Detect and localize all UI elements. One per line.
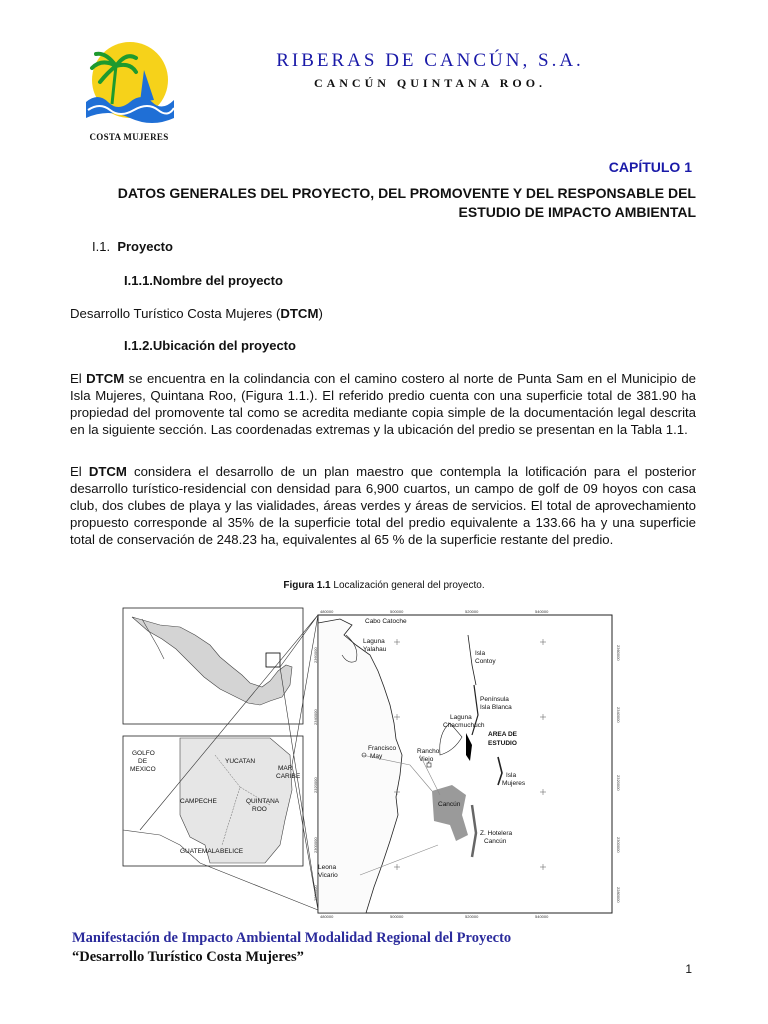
tick-bottom-3: 520000: [465, 914, 479, 919]
tick-left-2: 2340000: [313, 709, 318, 725]
label-leona-vicario-2: Vicario: [318, 872, 338, 879]
paragraph1-lead: El: [70, 371, 87, 386]
company-location: CANCÚN QUINTANA ROO.: [313, 76, 547, 90]
tick-right-3: 2320000: [616, 775, 621, 791]
paragraph2-lead: El: [70, 464, 89, 479]
footer-line2: “Desarrollo Turístico Costa Mujeres”: [72, 949, 304, 965]
section-heading: [92, 239, 173, 254]
label-belice: BELICE: [220, 848, 244, 855]
tick-left-5: 2280000: [313, 885, 318, 901]
tick-top-1: 480000: [320, 609, 334, 614]
label-guatemala: GUATEMALA: [180, 848, 220, 855]
tick-top-2: 500000: [390, 609, 404, 614]
paragraph1-acronym: DTCM: [86, 371, 125, 386]
footer-line1: Manifestación de Impacto Ambiental Modalidad Regional del Proyecto: [72, 930, 512, 946]
project-name-text: Desarrollo Turístico Costa Mujeres (: [70, 306, 281, 321]
section-title: Proyecto: [117, 239, 173, 254]
label-laguna-yalahau-1: Laguna: [363, 638, 385, 645]
tick-bottom-4: 540000: [535, 914, 549, 919]
chapter-title: [56, 184, 696, 222]
label-isla-mujeres-1: Isla: [506, 772, 517, 779]
paragraph1-text: se encuentra en la colindancia con el camino costero al norte de Punta Sam en el Municipio de Isla Mujeres, Quintana Roo, (Figura 1.1.). El referido predio cuenta con una superficie total de 381.90 ha propiedad del promovente tal como se acredita mediante copia simple de la documentación legal descrita en la siguiente sección. Las coordenadas extremas y la ubicación del predio se presentan en la Tabla 1.1.: [70, 371, 697, 437]
tick-right-1: 2360000: [616, 645, 621, 661]
label-francisco-may-1: Francisco: [368, 745, 397, 752]
tick-left-3: 2320000: [313, 777, 318, 793]
label-peninsula-1: Península: [480, 696, 509, 703]
label-francisco-may-2: May: [370, 753, 383, 760]
project-acronym: DTCM: [280, 306, 319, 321]
label-quintana-roo-2: ROO: [252, 806, 267, 813]
tick-right-4: 2300000: [616, 837, 621, 853]
label-z-hotelera-2: Cancún: [484, 838, 507, 845]
label-quintana-roo-1: QUINTANA: [246, 798, 280, 805]
label-laguna-chac-1: Laguna: [450, 714, 472, 721]
company-name: RIBERAS DE CANCÚN, S.A.: [276, 50, 584, 71]
label-isla-contoy-2: Contoy: [475, 658, 496, 665]
label-cancun: Cancún: [438, 801, 461, 808]
label-laguna-chac-2: Chacmuchuch: [443, 722, 485, 729]
label-rancho-viejo-1: Rancho: [417, 748, 440, 755]
tick-left-1: 2360000: [313, 647, 318, 663]
figure-caption-number: Figura 1.1: [283, 580, 331, 591]
label-area-estudio-1: AREA DE: [488, 731, 518, 738]
label-cabo-catoche: Cabo Catoche: [365, 618, 407, 625]
project-name-close: ): [318, 306, 323, 321]
label-yucatan: YUCATAN: [225, 758, 256, 765]
location-map: [120, 605, 621, 919]
tick-right-5: 2280000: [616, 887, 621, 903]
tick-top-3: 520000: [465, 609, 479, 614]
label-isla-mujeres-2: Mujeres: [502, 780, 526, 787]
tick-left-4: 2300000: [313, 837, 318, 853]
figure-caption: [0, 580, 768, 591]
inset-yucatan: [123, 736, 303, 866]
label-golfo-3: MEXICO: [130, 766, 156, 773]
chapter-label: CAPÍTULO 1: [608, 159, 692, 175]
label-golfo-2: DE: [138, 758, 148, 765]
label-campeche: CAMPECHE: [180, 798, 217, 805]
paragraph-location: [70, 370, 696, 438]
label-leona-vicario-1: Leona: [318, 864, 337, 871]
label-laguna-yalahau-2: Yalahau: [363, 646, 387, 653]
label-mar-caribe-2: CARIBE: [276, 773, 301, 780]
label-mar-caribe-1: MAR: [278, 765, 293, 772]
figure-caption-text: Localización general del proyecto.: [330, 580, 485, 591]
tick-bottom-2: 500000: [390, 914, 404, 919]
label-rancho-viejo-2: Viejo: [419, 756, 434, 763]
paragraph2-acronym: DTCM: [88, 464, 127, 479]
label-area-estudio-2: ESTUDIO: [488, 740, 517, 747]
chapter-title-line2: ESTUDIO DE IMPACTO AMBIENTAL: [458, 204, 696, 220]
tick-right-2: 2340000: [616, 707, 621, 723]
label-isla-contoy-1: Isla: [475, 650, 486, 657]
chapter-title-line1: DATOS GENERALES DEL PROYECTO, DEL PROMOVENTE Y DEL RESPONSABLE DEL: [117, 185, 696, 201]
subsection-2-title: I.1.2.Ubicación del proyecto: [124, 338, 296, 353]
company-logo: [78, 40, 178, 130]
subsection-1-title: I.1.1.Nombre del proyecto: [124, 273, 283, 288]
page-number: 1: [685, 962, 692, 976]
label-peninsula-2: Isla Blanca: [480, 704, 512, 711]
label-z-hotelera-1: Z. Hotelera: [480, 830, 513, 837]
tick-bottom-1: 480000: [320, 914, 334, 919]
label-golfo-1: GOLFO: [132, 750, 155, 757]
tick-top-4: 540000: [535, 609, 549, 614]
paragraph2-text: considera el desarrollo de un plan maestro que contempla la lotificación para el posterior desarrollo turístico-residencial con densidad para 6,900 cuartos, un campo de golf de 09 hoyos con casa club, dos clubes de playa y las vialidades, áreas verdes y áreas de servicios. El total de aprovechamiento propuesto corresponde al 35% de la superficie total del predio equivalente a 133.66 ha y una superficie total de conservación de 248.23 ha, equivalentes al 65 % de la superficie restante del predio.: [70, 464, 697, 547]
project-name: [70, 306, 323, 321]
logo-caption: COSTA MUJERES: [89, 132, 169, 142]
section-number: I.1.: [92, 239, 111, 254]
detail-map: [313, 609, 621, 919]
paragraph-description: [70, 463, 696, 548]
